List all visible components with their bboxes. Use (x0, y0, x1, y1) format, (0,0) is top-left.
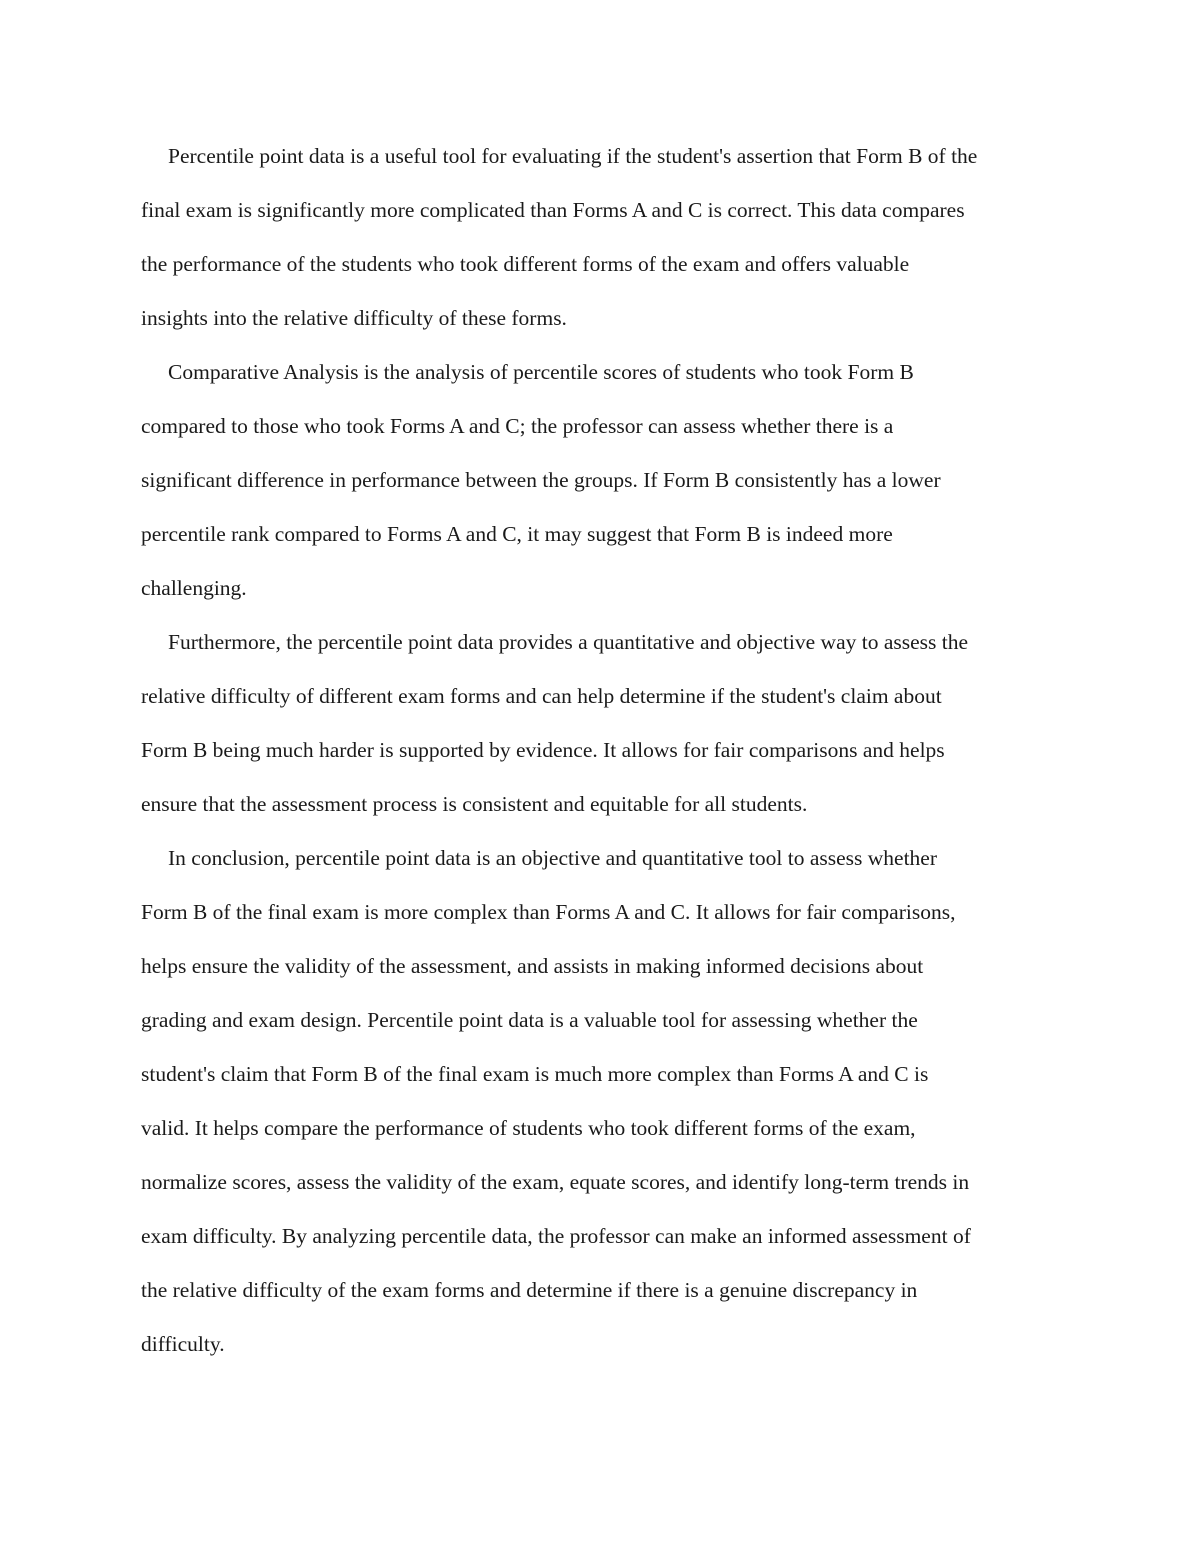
paragraph-line: Comparative Analysis is the analysis of percentile scores of students who took Form B (168, 360, 914, 384)
paragraph-line: normalize scores, assess the validity of the exam, equate scores, and identify long-term trends in (141, 1170, 970, 1194)
paragraph-1 (141, 129, 1059, 345)
paragraph-line: compared to those who took Forms A and C; the professor can assess whether there is a (141, 414, 894, 438)
paragraph-line: In conclusion, percentile point data is an objective and quantitative tool to assess whether (168, 846, 938, 870)
paragraph-line: the relative difficulty of the exam forms and determine if there is a genuine discrepancy in (141, 1278, 918, 1302)
paragraph-line: Form B being much harder is supported by evidence. It allows for fair comparisons and helps (141, 738, 945, 762)
paragraph-line: student's claim that Form B of the final exam is much more complex than Forms A and C is (141, 1062, 929, 1086)
paragraph-4 (141, 831, 1059, 1371)
paragraph-line: the performance of the students who took different forms of the exam and offers valuable (141, 252, 910, 276)
paragraph-3 (141, 615, 1059, 831)
paragraph-line: Percentile point data is a useful tool for evaluating if the student's assertion that Form B of the (168, 144, 978, 168)
paragraph-line: valid. It helps compare the performance of students who took different forms of the exam, (141, 1116, 916, 1140)
document-body (141, 129, 1059, 1371)
paragraph-line: Form B of the final exam is more complex than Forms A and C. It allows for fair comparisons, (141, 900, 956, 924)
paragraph-line: final exam is significantly more complicated than Forms A and C is correct. This data compares (141, 198, 965, 222)
paragraph-line: relative difficulty of different exam forms and can help determine if the student's claim about (141, 684, 942, 708)
paragraph-line: insights into the relative difficulty of these forms. (141, 306, 567, 330)
paragraph-line: exam difficulty. By analyzing percentile data, the professor can make an informed assessment of (141, 1224, 971, 1248)
paragraph-line: grading and exam design. Percentile point data is a valuable tool for assessing whether the (141, 1008, 918, 1032)
paragraph-line: helps ensure the validity of the assessment, and assists in making informed decisions about (141, 954, 924, 978)
paragraph-2 (141, 345, 1059, 615)
paragraph-line: difficulty. (141, 1332, 225, 1356)
paragraph-line: ensure that the assessment process is consistent and equitable for all students. (141, 792, 808, 816)
paragraph-line: challenging. (141, 576, 247, 600)
paragraph-line: percentile rank compared to Forms A and C, it may suggest that Form B is indeed more (141, 522, 893, 546)
paragraph-line: significant difference in performance between the groups. If Form B consistently has a lower (141, 468, 941, 492)
paragraph-line: Furthermore, the percentile point data provides a quantitative and objective way to assess the (168, 630, 969, 654)
